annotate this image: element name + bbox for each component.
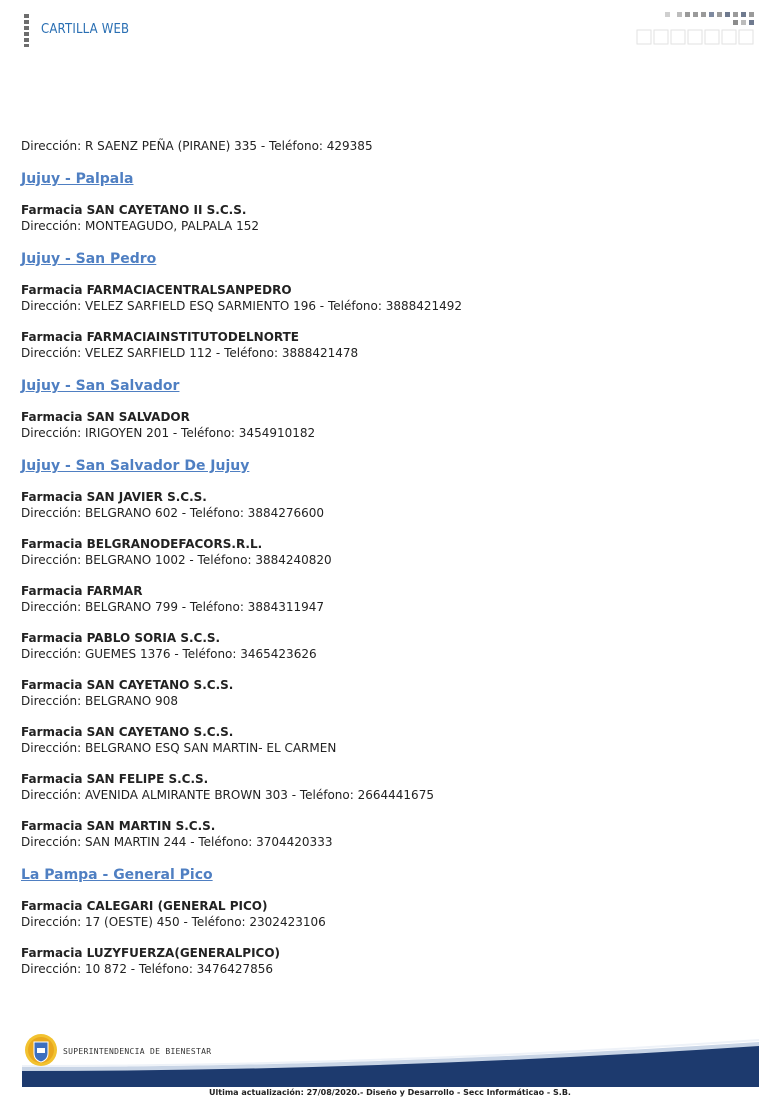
- pharmacy-name: Farmacia SAN CAYETANO S.C.S.: [21, 725, 234, 739]
- pharmacy-entry: [21, 329, 741, 361]
- pharmacy-address: Dirección: 17 (OESTE) 450 - Teléfono: 2302423106: [21, 915, 326, 929]
- pharmacy-address: Dirección: BELGRANO 602 - Teléfono: 3884276600: [21, 506, 325, 520]
- pharmacy-address: Dirección: BELGRANO ESQ SAN MARTIN- EL CARMEN: [21, 741, 337, 755]
- pharmacy-name: Farmacia SAN JAVIER S.C.S.: [21, 490, 207, 504]
- pharmacy-entry: [21, 898, 741, 930]
- continued-address: Dirección: R SAENZ PEÑA (PIRANE) 335 - Teléfono: 429385: [21, 139, 373, 153]
- page-footer: [0, 1025, 759, 1101]
- pharmacy-entry: [21, 630, 741, 662]
- pharmacy-entry: [21, 409, 741, 441]
- pharmacy-address: Dirección: VELEZ SARFIELD ESQ SARMIENTO 196 - Teléfono: 3888421492: [21, 299, 463, 313]
- last-update-note: Ultima actualización: 27/08/2020.- Diseño y Desarrollo - Secc Informáticao - S.B.: [209, 1088, 571, 1097]
- pharmacy-entry: [21, 583, 741, 615]
- pharmacy-entry: [21, 202, 741, 234]
- pharmacy-name: Farmacia SAN CAYETANO II S.C.S.: [21, 203, 247, 217]
- pharmacy-entry: [21, 818, 741, 850]
- pharmacy-entry: [21, 282, 741, 314]
- pharmacy-address: Dirección: BELGRANO 908: [21, 694, 178, 708]
- pharmacy-entry: [21, 945, 741, 977]
- pharmacy-name: Farmacia SAN SALVADOR: [21, 410, 190, 424]
- pharmacy-address: Dirección: IRIGOYEN 201 - Teléfono: 3454910182: [21, 426, 316, 440]
- pharmacy-address: Dirección: GUEMES 1376 - Teléfono: 3465423626: [21, 647, 317, 661]
- pharmacy-name: Farmacia FARMAR: [21, 584, 143, 598]
- pharmacy-address: Dirección: MONTEAGUDO, PALPALA 152: [21, 219, 259, 233]
- pharmacy-name: Farmacia FARMACIAINSTITUTODELNORTE: [21, 330, 299, 344]
- pharmacy-entry: [21, 724, 741, 756]
- pharmacy-name: Farmacia BELGRANODEFACORS.R.L.: [21, 537, 263, 551]
- header-grid-decoration: [635, 12, 759, 46]
- pharmacy-entry: [21, 489, 741, 521]
- location-heading-link[interactable]: Jujuy - Palpala: [21, 171, 134, 187]
- location-heading-link[interactable]: Jujuy - San Salvador: [21, 378, 180, 394]
- pharmacy-list: [21, 138, 741, 992]
- pharmacy-address: Dirección: VELEZ SARFIELD 112 - Teléfono: 3888421478: [21, 346, 359, 360]
- pharmacy-name: Farmacia PABLO SORIA S.C.S.: [21, 631, 221, 645]
- pharmacy-address: Dirección: SAN MARTIN 244 - Teléfono: 3704420333: [21, 835, 333, 849]
- pharmacy-entry: [21, 771, 741, 803]
- coat-of-arms-icon: [24, 1033, 58, 1067]
- pharmacy-address: Dirección: BELGRANO 1002 - Teléfono: 3884240820: [21, 553, 332, 567]
- organization-name: SUPERINTENDENCIA DE BIENESTAR: [63, 1047, 212, 1056]
- pharmacy-address: Dirección: 10 872 - Teléfono: 3476427856: [21, 962, 274, 976]
- pharmacy-entry: [21, 536, 741, 568]
- pharmacy-entry: [21, 677, 741, 709]
- pharmacy-name: Farmacia SAN CAYETANO S.C.S.: [21, 678, 234, 692]
- pharmacy-name: Farmacia LUZYFUERZA(GENERALPICO): [21, 946, 281, 960]
- pharmacy-name: Farmacia SAN MARTIN S.C.S.: [21, 819, 216, 833]
- page-header: [0, 0, 759, 60]
- pharmacy-name: Farmacia FARMACIACENTRALSANPEDRO: [21, 283, 292, 297]
- page-title: CARTILLA WEB: [41, 22, 130, 37]
- pharmacy-address: Dirección: BELGRANO 799 - Teléfono: 3884311947: [21, 600, 325, 614]
- location-heading-link[interactable]: Jujuy - San Pedro: [21, 251, 157, 267]
- pharmacy-address: Dirección: AVENIDA ALMIRANTE BROWN 303 - Teléfono: 2664441675: [21, 788, 434, 802]
- pharmacy-name: Farmacia SAN FELIPE S.C.S.: [21, 772, 209, 786]
- location-heading-link[interactable]: Jujuy - San Salvador De Jujuy: [21, 458, 250, 474]
- location-heading-link[interactable]: La Pampa - General Pico: [21, 867, 213, 883]
- header-accent-bar: [24, 14, 29, 47]
- pharmacy-name: Farmacia CALEGARI (GENERAL PICO): [21, 899, 268, 913]
